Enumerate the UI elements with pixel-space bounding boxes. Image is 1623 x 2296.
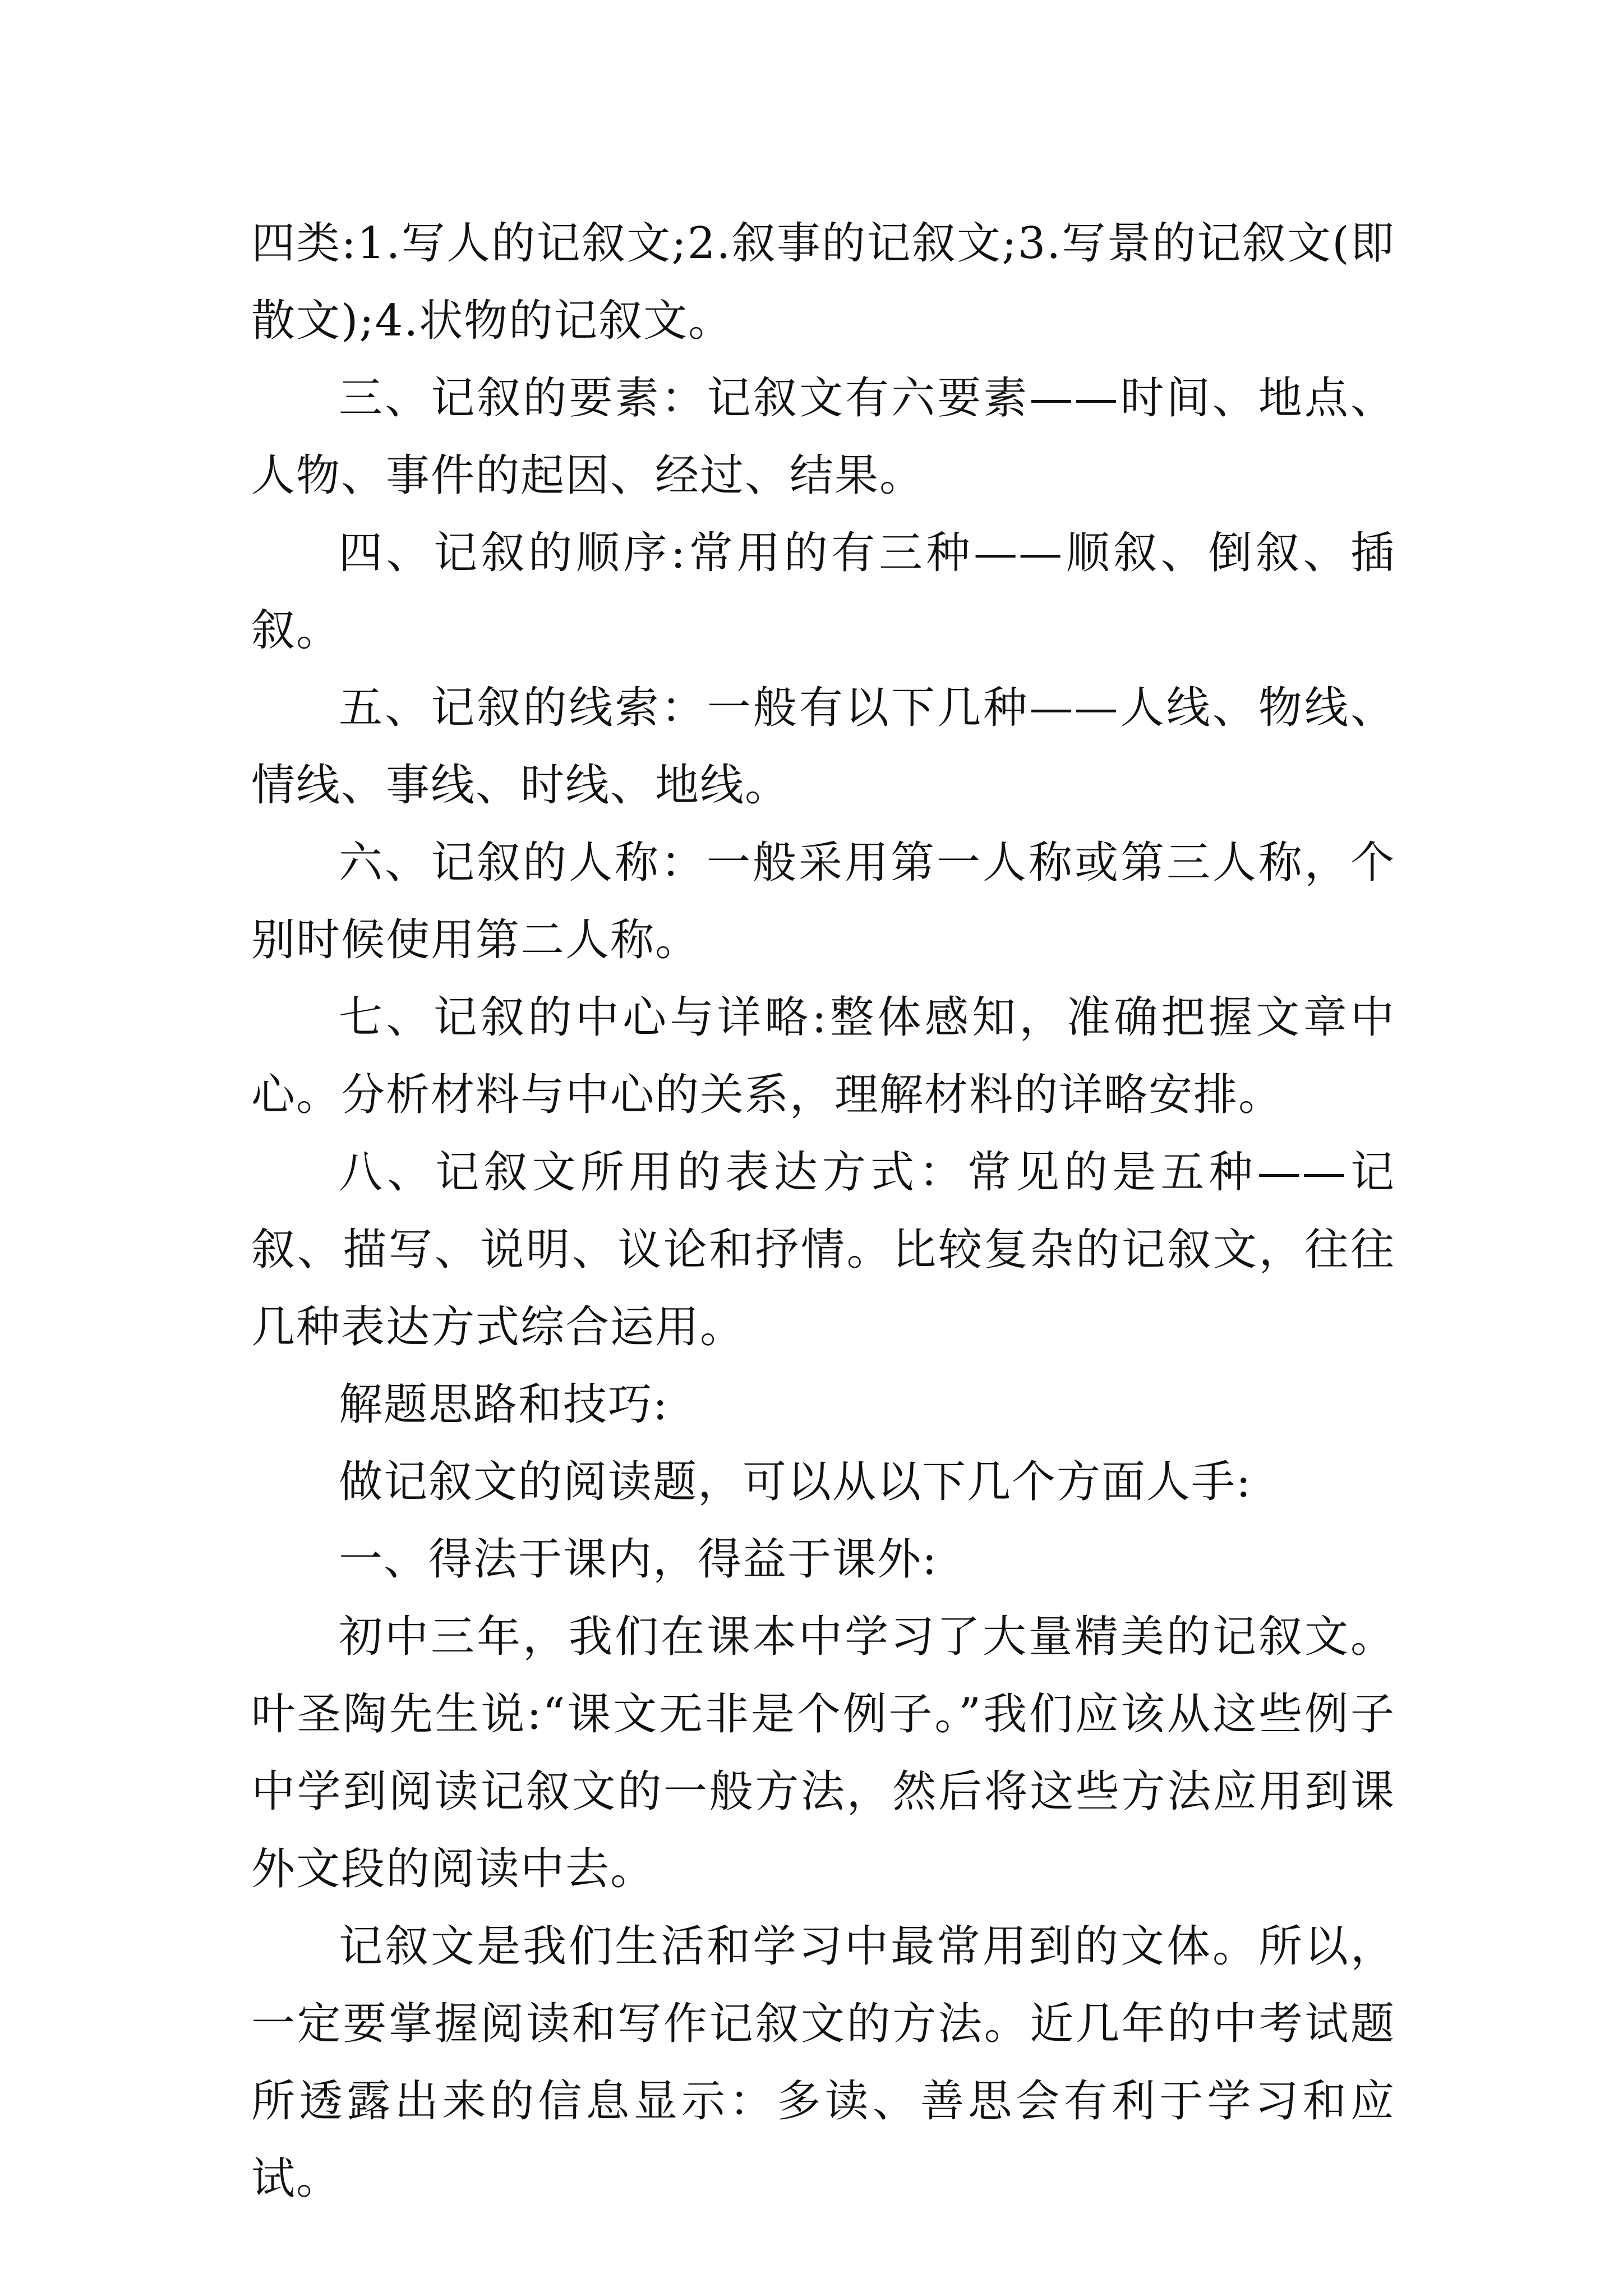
paragraph: 五、记叙的线索：一般有以下几种——人线、物线、情线、事线、时线、地线。 bbox=[251, 683, 1395, 811]
paragraph: 做记叙文的阅读题，可以从以下几个方面人手: bbox=[339, 1457, 1252, 1507]
paragraph: 七、记叙的中心与详略:整体感知，准确把握文章中心。分析材料与中心的关系，理解材料的详略安排。 bbox=[251, 992, 1395, 1120]
paragraph: 一、得法于课内，得益于课外: bbox=[339, 1534, 938, 1585]
paragraph: 三、记叙的要素：记叙文有六要素——时间、地点、人物、事件的起因、经过、结果。 bbox=[251, 373, 1395, 501]
paragraph: 八、记叙文所用的表达方式：常见的是五种——记叙、描写、说明、议论和抒情。比较复杂的记叙文，往往几种表达方式综合运用。 bbox=[251, 1147, 1395, 1352]
paragraph: 记叙文是我们生活和学习中最常用到的文体。所以，一定要掌握阅读和写作记叙文的方法。近几年的中考试题所透露出来的信息显示：多读、善思会有利于学习和应试。 bbox=[251, 1921, 1395, 2204]
paragraph: 四、记叙的顺序:常用的有三种——顺叙、倒叙、插叙。 bbox=[251, 528, 1395, 656]
paragraph: 四类:1.写人的记叙文;2.叙事的记叙文;3.写景的记叙文(即散文);4.状物的记叙文。 bbox=[251, 218, 1395, 346]
document-body bbox=[251, 205, 1395, 2217]
paragraph: 六、记叙的人称：一般采用第一人称或第三人称，个别时候使用第二人称。 bbox=[251, 838, 1395, 965]
paragraph: 初中三年，我们在课本中学习了大量精美的记叙文。叶圣陶先生说:“课文无非是个例子。”我们应该从这些例子中学到阅读记叙文的一般方法，然后将这些方法应用到课外文段的阅读中去。 bbox=[251, 1612, 1395, 1894]
paragraph: 解题思路和技巧: bbox=[339, 1379, 669, 1430]
